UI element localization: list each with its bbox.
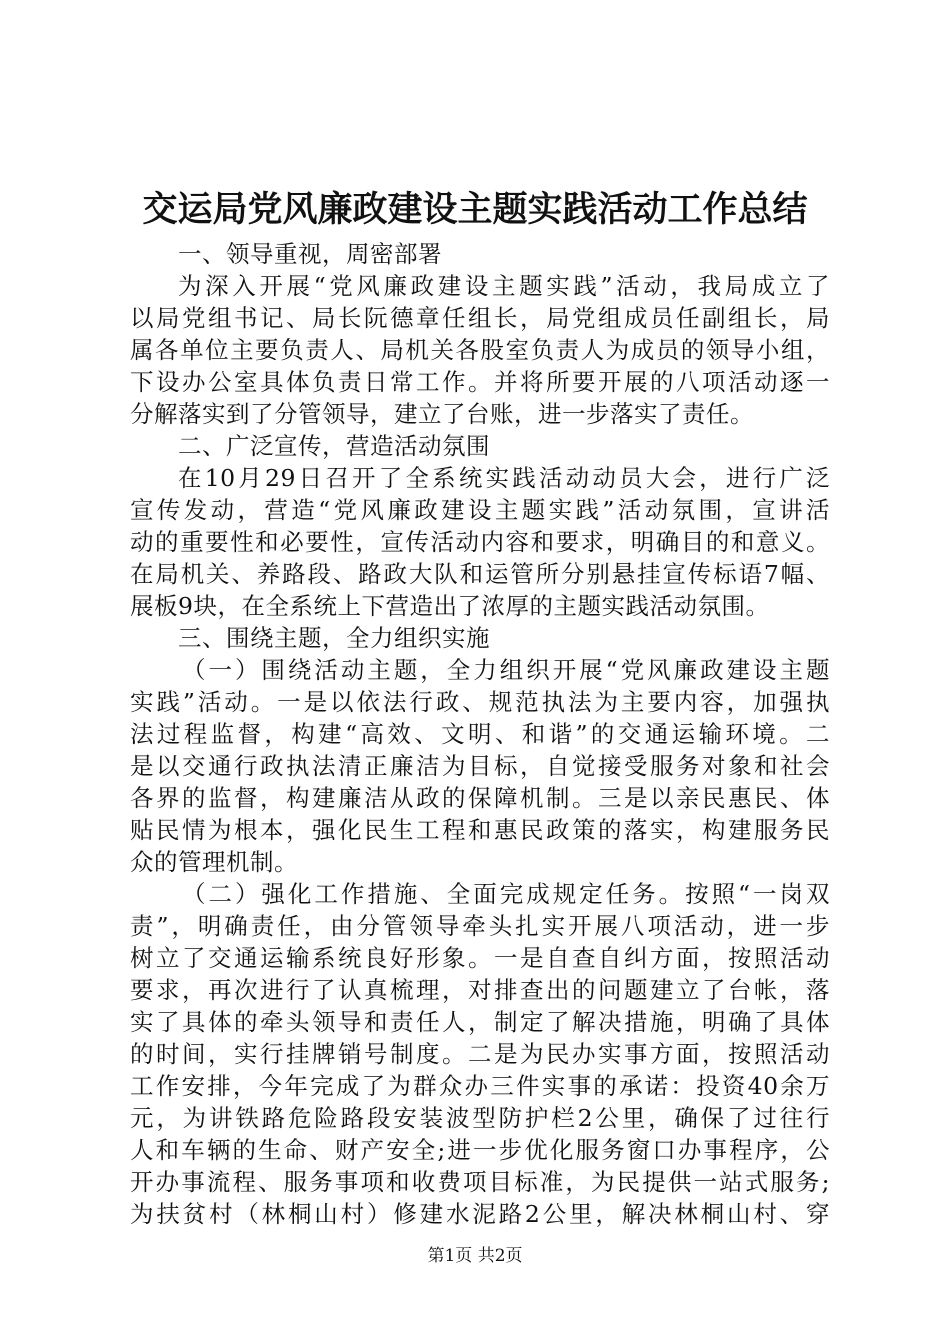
paragraph-line: 下设办公室具体负责日常工作。并将所要开展的八项活动逐一 [130, 368, 830, 396]
document-body [130, 238, 830, 1230]
paragraph-line: 动的重要性和必要性，宣传活动内容和要求，明确目的和意义。 [130, 528, 830, 556]
paragraph-line: 责”，明确责任，由分管领导牵头扎实开展八项活动，进一步 [130, 912, 830, 940]
paragraph-line: 宣传发动，营造“党风廉政建设主题实践”活动氛围，宣讲活 [130, 496, 830, 524]
paragraph-line: 人和车辆的生命、财产安全;进一步优化服务窗口办事程序，公 [130, 1136, 830, 1164]
paragraph-line: 实践”活动。一是以依法行政、规范执法为主要内容，加强执 [130, 688, 830, 716]
paragraph-line: 在10月29日召开了全系统实践活动动员大会，进行广泛 [178, 464, 830, 492]
paragraph-line: 分解落实到了分管领导，建立了台账，进一步落实了责任。 [130, 400, 754, 428]
paragraph-line: 贴民情为根本，强化民生工程和惠民政策的落实，构建服务民 [130, 816, 830, 844]
paragraph-line: 在局机关、养路段、路政大队和运管所分别悬挂宣传标语7幅、 [130, 560, 830, 588]
paragraph-line: 要求，再次进行了认真梳理，对排查出的问题建立了台帐，落 [130, 976, 830, 1004]
paragraph-line: 树立了交通运输系统良好形象。一是自查自纠方面，按照活动 [130, 944, 830, 972]
paragraph-line: 为扶贫村（林桐山村）修建水泥路2公里，解决林桐山村、穿 [130, 1200, 830, 1228]
paragraph-line: （二）强化工作措施、全面完成规定任务。按照“一岗双 [182, 880, 830, 908]
paragraph-line: 各界的监督，构建廉洁从政的保障机制。三是以亲民惠民、体 [130, 784, 830, 812]
section-heading-1: 一、领导重视，周密部署 [178, 240, 442, 268]
paragraph-line: 展板9块，在全系统上下营造出了浓厚的主题实践活动氛围。 [130, 592, 770, 620]
section-heading-3: 三、围绕主题，全力组织实施 [178, 624, 490, 652]
paragraph-line: 众的管理机制。 [130, 848, 298, 876]
paragraph-line: 元，为讲铁路危险路段安装波型防护栏2公里，确保了过往行 [130, 1104, 830, 1132]
section-heading-2: 二、广泛宣传，营造活动氛围 [178, 432, 490, 460]
paragraph-line: 工作安排，今年完成了为群众办三件实事的承诺：投资40余万 [130, 1072, 830, 1100]
page-number-footer: 第1页 共2页 [427, 1246, 523, 1266]
paragraph-line: 实了具体的牵头领导和责任人，制定了解决措施，明确了具体 [130, 1008, 830, 1036]
paragraph-line: 以局党组书记、局长阮德章任组长，局党组成员任副组长，局 [130, 304, 830, 332]
paragraph-line: 法过程监督，构建“高效、文明、和谐”的交通运输环境。二 [130, 720, 830, 748]
paragraph-line: 属各单位主要负责人、局机关各股室负责人为成员的领导小组， [130, 336, 830, 364]
paragraph-line: （一）围绕活动主题，全力组织开展“党风廉政建设主题 [182, 656, 830, 684]
paragraph-line: 开办事流程、服务事项和收费项目标准，为民提供一站式服务; [130, 1168, 830, 1196]
paragraph-line: 的时间，实行挂牌销号制度。二是为民办实事方面，按照活动 [130, 1040, 830, 1068]
document-title: 交运局党风廉政建设主题实践活动工作总结 [142, 189, 808, 230]
paragraph-line: 为深入开展“党风廉政建设主题实践”活动，我局成立了 [178, 272, 830, 300]
paragraph-line: 是以交通行政执法清正廉洁为目标，自觉接受服务对象和社会 [130, 752, 830, 780]
